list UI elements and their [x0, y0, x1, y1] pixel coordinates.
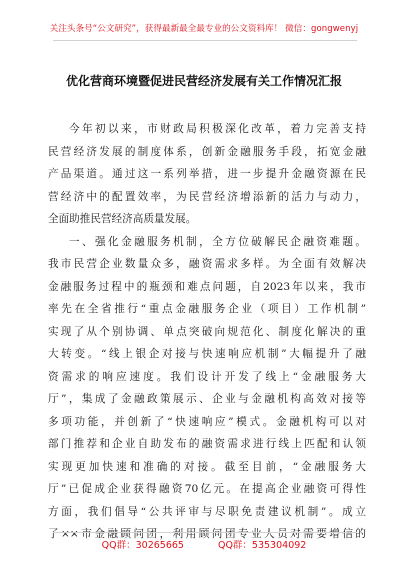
body-line: 实现更加快速和准确的对接。截至目前，“金融服务大	[48, 460, 366, 473]
footer-divider	[53, 532, 357, 533]
qq-group-1: QQ群：30265665	[101, 540, 184, 551]
body-line: 产品渠道。通过这一系列举措，进一步提升金融资源在民	[48, 168, 366, 180]
body-line: 多项功能，并创新了“快速响应”模式。金融机构可以对	[48, 415, 366, 428]
body-line: 金融服务过程中的瓶颈和难点问题，自2023年以来，我市	[48, 280, 366, 293]
qq-group-2: QQ群：535304092	[217, 540, 307, 551]
body-line: 资需求的响应速度。我们设计开发了线上“金融服务大	[48, 370, 366, 383]
qq-footer	[0, 537, 408, 551]
body-line: 营经济中的配置效率，为民营经济增添新的活力与动力，	[48, 190, 366, 203]
body-line: 我市民营企业数量众多，融资需求多样。为全面有效解决	[48, 258, 366, 270]
body-line: 了××市金融顾问团，利用顾问团专业人员对需要增信的	[48, 528, 366, 540]
promo-banner: 关注头条号“公文研究”，获得最新最全最专业的公文资料库！ 微信：gongwenyj	[49, 24, 359, 34]
body-line: 厅”已促成企业获得融资70亿元。在提高企业融资可得性	[48, 483, 366, 495]
body-line: 部门推荐和企业自助发布的融资需求进行线上匹配和认领	[48, 438, 366, 450]
document-title: 优化营商环境暨促进民营经济发展有关工作情况汇报	[65, 74, 342, 88]
body-line: 今年初以来，市财政局积极深化改革，着力完善支持	[69, 123, 366, 135]
header-divider	[53, 40, 357, 41]
body-line: 厅”，集成了金融政策展示、企业与金融机构高效对接等	[48, 393, 366, 405]
body-line: 大转变。“线上银企对接与快速响应机制”大幅提升了融	[48, 348, 366, 360]
body-line: 民营经济发展的制度体系，创新金融服务手段，拓宽金融	[48, 145, 366, 158]
body-line: 实现了从个别协调、单点突破向规范化、制度化解决的重	[48, 325, 366, 338]
body-line: 全面助推民营经济高质量发展。	[48, 213, 197, 225]
document-body	[48, 118, 366, 546]
body-line: 率先在全省推行“重点金融服务企业（项目）工作机制”	[48, 303, 366, 315]
body-line: 方面，我们倡导“公共评审与尽职免责建议机制”。成立	[48, 505, 366, 518]
section-heading: 一、强化金融服务机制，全方位破解民企融资难题。	[69, 235, 366, 248]
